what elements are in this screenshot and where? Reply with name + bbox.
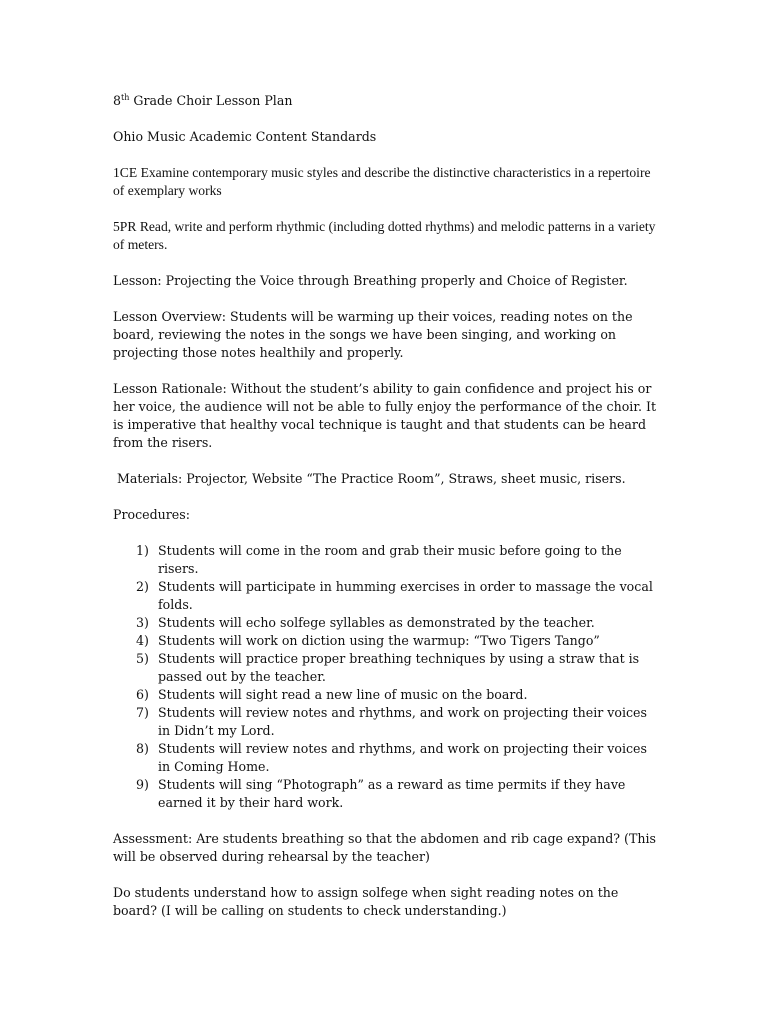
procedure-item: [113, 632, 658, 650]
procedure-text: Students will come in the room and grab their music before going to the risers.: [158, 543, 622, 576]
title-grade-number: 8: [113, 93, 122, 108]
procedure-text: Students will sing “Photograph” as a reward as time permits if they have earned it by their hard work.: [158, 777, 626, 810]
procedure-item: [113, 542, 658, 578]
procedure-text: Students will review notes and rhythms, and work on projecting their voices in Didn’t my Lord.: [158, 705, 647, 738]
document-title: [113, 92, 658, 110]
procedure-number: 8): [136, 741, 149, 756]
title-grade-superscript: th: [121, 92, 130, 102]
procedure-number: 2): [136, 579, 149, 594]
procedure-text: Students will practice proper breathing techniques by using a straw that is passed out by the teacher.: [158, 651, 640, 684]
procedure-text: Students will sight read a new line of music on the board.: [158, 687, 528, 702]
procedure-text: Students will participate in humming exercises in order to massage the vocal folds.: [158, 579, 653, 612]
procedure-text: Students will echo solfege syllables as demonstrated by the teacher.: [158, 615, 595, 630]
procedure-item: [113, 614, 658, 632]
procedure-number: 1): [136, 543, 149, 558]
procedure-item: [113, 686, 658, 704]
standard-1ce: 1CE Examine contemporary music styles and describe the distinctive characteristics in a repertoire of exemplary works: [113, 165, 651, 198]
title-text: Grade Choir Lesson Plan: [129, 93, 293, 108]
standards-heading: Ohio Music Academic Content Standards: [113, 129, 377, 144]
lesson-rationale: Lesson Rationale: Without the student’s ability to gain confidence and project his or her voice, the audience will not be able to fully enjoy the performance of the choir. It is imperative that healthy vocal technique is taught and that students can be heard from the risers.: [113, 381, 657, 450]
standard-5pr: 5PR Read, write and perform rhythmic (including dotted rhythms) and melodic patterns in a variety of meters.: [113, 219, 656, 252]
lesson-overview: Lesson Overview: Students will be warming up their voices, reading notes on the board, reviewing the notes in the songs we have been singing, and working on projecting those notes healthily and properly.: [113, 309, 633, 360]
solfege-question: Do students understand how to assign solfege when sight reading notes on the board? (I will be calling on students to check understanding.): [113, 885, 619, 918]
materials-list: Materials: Projector, Website “The Practice Room”, Straws, sheet music, risers.: [117, 471, 626, 486]
procedure-number: 6): [136, 687, 149, 702]
procedure-item: [113, 740, 658, 776]
procedure-number: 5): [136, 651, 149, 666]
procedure-text: Students will work on diction using the warmup: “Two Tigers Tango”: [158, 633, 600, 648]
procedure-number: 9): [136, 777, 149, 792]
procedure-text: Students will review notes and rhythms, and work on projecting their voices in Coming Home.: [158, 741, 647, 774]
procedure-item: [113, 650, 658, 686]
procedure-item: [113, 704, 658, 740]
procedure-number: 4): [136, 633, 149, 648]
procedure-item: [113, 776, 658, 812]
procedures-list: [113, 542, 658, 812]
procedure-number: 7): [136, 705, 149, 720]
procedure-number: 3): [136, 615, 149, 630]
assessment: Assessment: Are students breathing so that the abdomen and rib cage expand? (This will be observed during rehearsal by the teacher): [113, 831, 656, 864]
procedure-item: [113, 578, 658, 614]
procedures-heading: Procedures:: [113, 507, 190, 522]
lesson-title: Lesson: Projecting the Voice through Breathing properly and Choice of Register.: [113, 273, 628, 288]
document-page: [113, 92, 658, 938]
